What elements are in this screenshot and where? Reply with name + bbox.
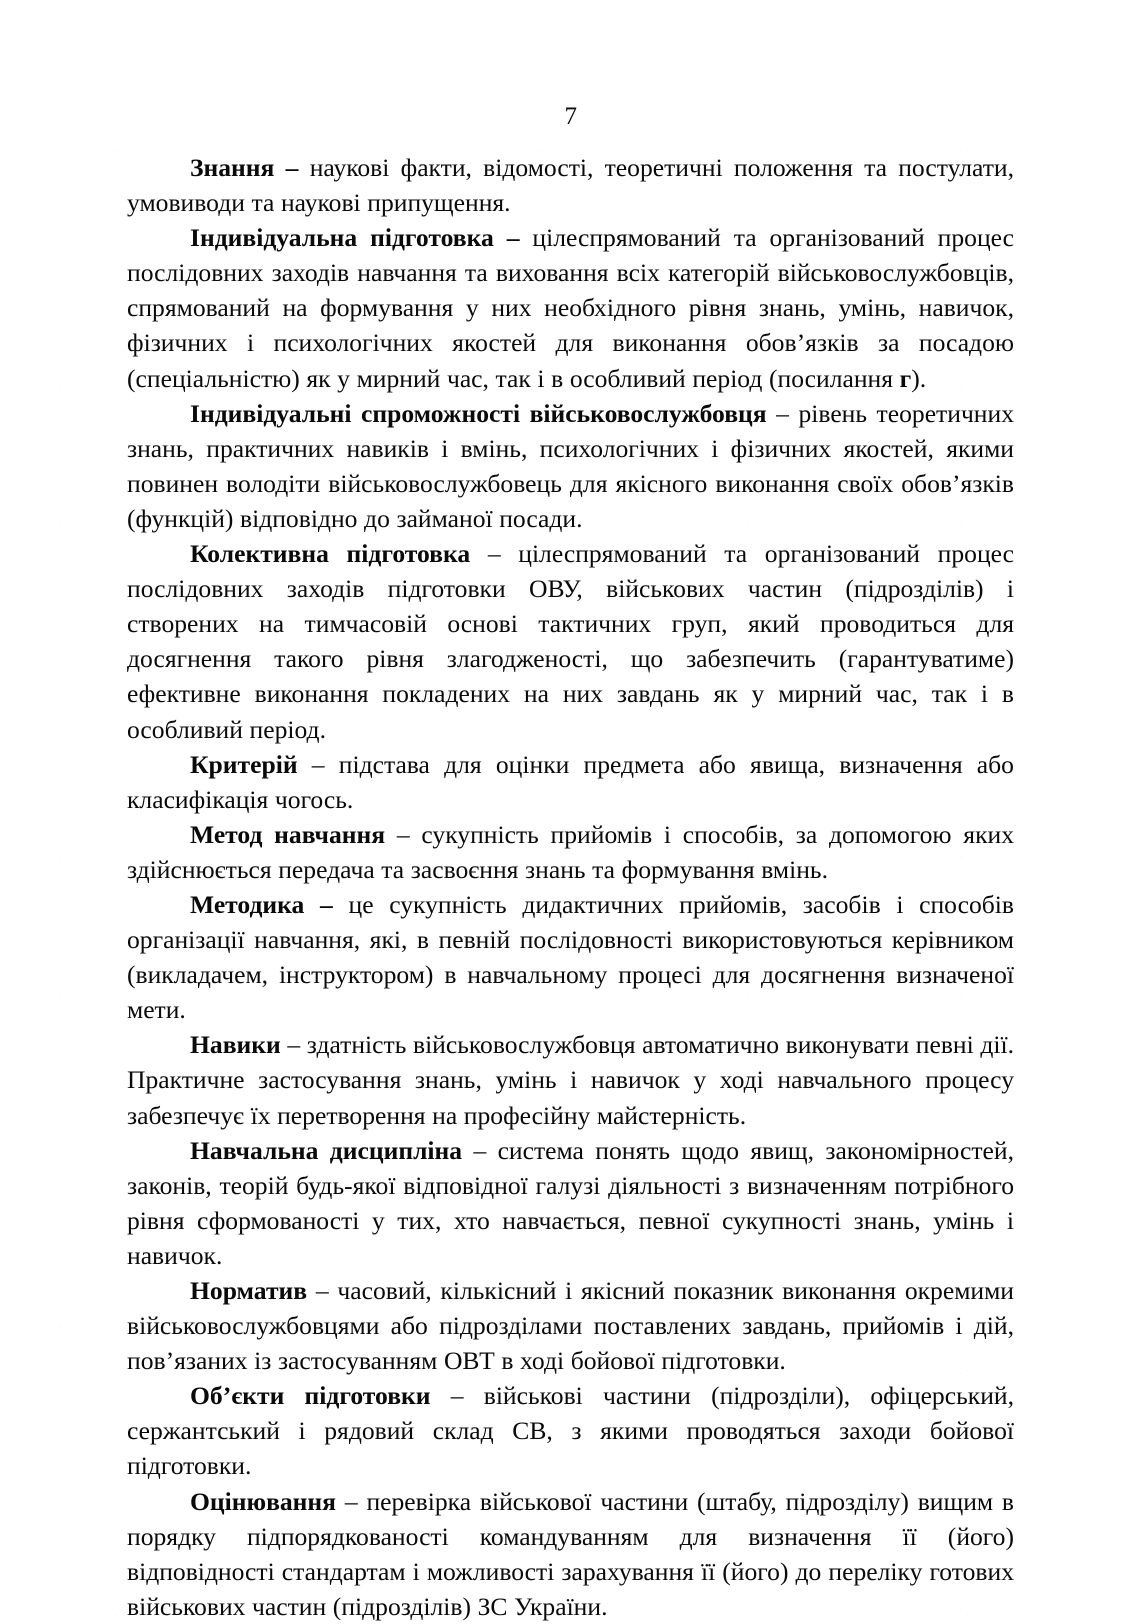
paragraph-obiekty-pidhotovky	[127, 1378, 1014, 1483]
term-dash: –	[311, 749, 325, 779]
paragraph-kryterii	[127, 747, 1014, 817]
term-dash: –	[487, 539, 501, 569]
paragraph-metodyka	[127, 887, 1014, 1027]
term-label: Навчальна дисципліна	[190, 1135, 463, 1165]
paragraph-body-tail: ).	[911, 363, 927, 393]
term-label: Оцінювання	[190, 1486, 337, 1516]
paragraph-body: цілеспрямований та організований процес послідовних заходів навчання та виховання всіх категорій військовослужбовців, спрямований на формування у них необхідного рівня знань, умінь, навичок, фізичних і психологічних якостей для виконання обов’язків за посадою (спеціальністю) як у мирний час, так і в особливий період (посилання	[127, 223, 1014, 393]
paragraph-body: наукові факти, відомості, теоретичні положення та постулати, умовиводи та наукові припущення.	[127, 153, 1014, 218]
body-text-column	[127, 150, 1014, 1624]
term-label: Колективна підготовка	[190, 539, 471, 569]
term-dash: –	[396, 819, 410, 849]
paragraph-znannya	[127, 150, 1014, 220]
paragraph-body: рівень теоретичних знань, практичних навиків і вмінь, психологічних і фізичних якостей, якими повинен володіти військовослужбовець для якісного виконання своїх обов’язків (функцій) відповідно до займаної посади.	[127, 398, 1014, 533]
paragraph-body: система понять щодо явищ, закономірностей, законів, теорій будь-якої відповідної галузі діяльності з визначенням потрібного рівня сформованості у тих, хто навчається, певної сукупності знань, умінь і навичок.	[127, 1135, 1014, 1270]
term-label: Критерій	[190, 749, 298, 779]
term-dash: –	[776, 398, 789, 428]
term-label: Об’єкти підготовки	[190, 1381, 431, 1411]
paragraph-body: підстава для оцінки предмета або явища, визначення або класифікація чогось.	[127, 749, 1014, 814]
paragraph-navyky	[127, 1027, 1014, 1132]
paragraph-body: здатність військовослужбовця автоматично виконувати певні дії. Практичне застосування знань, умінь і навичок у ході навчального процесу забезпечує їх перетворення на професійну майстерність.	[127, 1030, 1014, 1130]
paragraph-kolektyvna-pidhotovka	[127, 536, 1014, 747]
paragraph-body: військові частини (підрозділи), офіцерський, сержантський і рядовий склад СВ, з якими проводяться заходи бойової підготовки.	[127, 1381, 1014, 1481]
term-dash: –	[315, 1276, 329, 1305]
paragraph-indyvidualni-spromozhnosti	[127, 396, 1014, 536]
term-dash: –	[344, 1486, 358, 1516]
paragraph-body: сукупність прийомів і способів, за допомогою яких здійснюється передача та засвоєння знань та формування вмінь.	[127, 819, 1014, 884]
term-dash: –	[506, 223, 520, 253]
term-label: Індивідуальні спроможності військовослужбовця	[190, 398, 767, 428]
term-dash: –	[473, 1135, 487, 1165]
term-dash: –	[450, 1381, 464, 1411]
paragraph-metod-navchannya	[127, 817, 1014, 887]
term-dash: –	[320, 889, 333, 919]
paragraph-body: цілеспрямований та організований процес послідовних заходів підготовки ОВУ, військових частин (підрозділів) і створених на тимчасовій основі тактичних груп, який проводиться для досягнення такого рівня злагодженості, що забезпечить (гарантуватиме) ефективне виконання покладених на них завдань як у мирний час, так і в особливий період.	[127, 539, 1014, 744]
term-label: Метод навчання	[190, 819, 386, 849]
page-number: 7	[564, 103, 578, 130]
term-label: Навики	[190, 1030, 281, 1060]
paragraph-normatyv	[127, 1273, 1014, 1378]
term-label: Індивідуальна підготовка	[190, 223, 494, 253]
paragraph-otsinyuvannya	[127, 1484, 1014, 1624]
term-label: Знання	[190, 153, 275, 182]
paragraph-navchalna-dystsyplina	[127, 1133, 1014, 1273]
paragraph-body: це сукупність дидактичних прийомів, засобів і способів організації навчання, які, в певній послідовності використовуються керівником (викладачем, інструктором) в навчальному процесі для досягнення визначеної мети.	[127, 889, 1014, 1025]
term-label: Методика	[190, 889, 305, 919]
paragraph-body: перевірка військової частини (штабу, підрозділу) вищим в порядку підпорядкованості командуванням для визначення її (його) відповідності стандартам і можливості зарахування її (його) до переліку готових військових частин (підрозділів) ЗС України.	[127, 1486, 1014, 1621]
paragraph-indyvidualna-pidhotovka	[127, 220, 1014, 395]
term-dash: –	[285, 153, 299, 182]
term-dash: –	[287, 1030, 301, 1060]
term-label: Норматив	[190, 1276, 308, 1305]
paragraph-body: часовий, кількісний і якісний показник виконання окремими військовослужбовцями або підрозділами поставлених завдань, прийомів і дій, пов’язаних із застосуванням ОВТ в ході бойової підготовки.	[127, 1276, 1014, 1376]
reference-marker: г	[899, 363, 912, 393]
